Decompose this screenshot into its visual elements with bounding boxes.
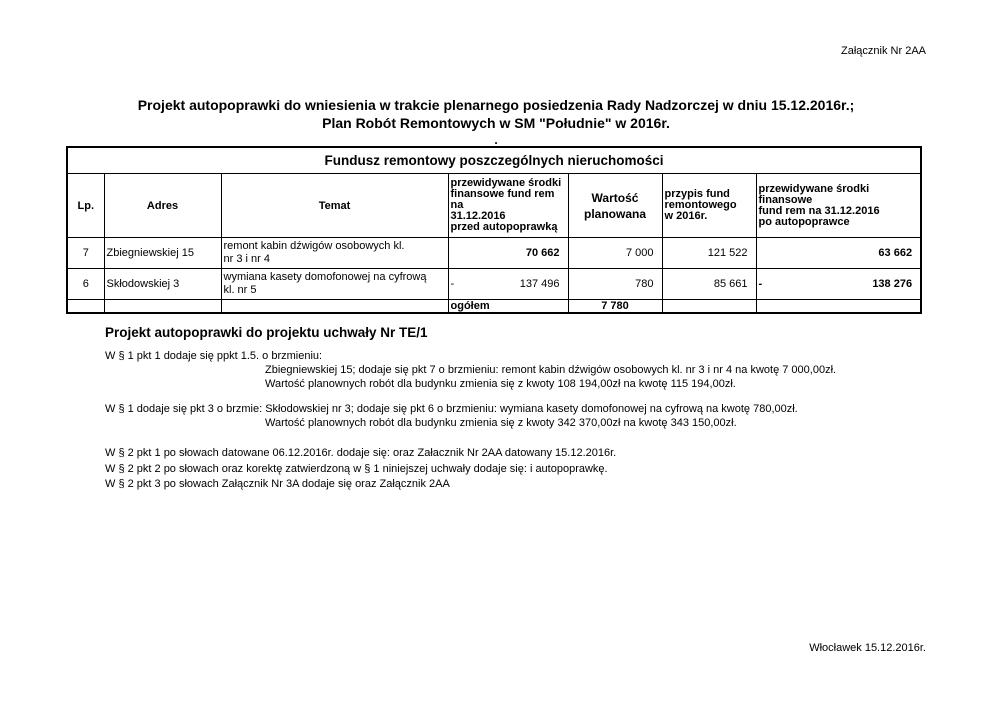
cell-planned: 7 000 (568, 238, 662, 269)
cell-topic (221, 269, 448, 300)
header-allocation-line: przypis fund (664, 188, 730, 200)
cell-address: Skłodowskiej 3 (104, 269, 221, 300)
total-label: ogółem (448, 300, 568, 314)
table-total-row (67, 300, 921, 314)
cell-value: 138 276 (872, 278, 913, 290)
header-funds-after (756, 174, 921, 238)
cell-topic (221, 238, 448, 269)
header-funds-after-line: fund rem na 31.12.2016 (758, 204, 880, 217)
header-allocation-line: w 2016r. (664, 210, 708, 222)
annex-label: Załącznik Nr 2AA (841, 45, 926, 57)
cell-empty (67, 300, 104, 314)
table-header-row (67, 174, 921, 238)
place-date: Włocławek 15.12.2016r. (809, 642, 926, 654)
paragraph-line: Zbiegniewskiej 15; dodaje się pkt 7 o brzmieniu: remont kabin dźwigów osobowych kl. nr 3 i nr 4 na kwotę 7 000,00zł. (265, 364, 837, 376)
cell-funds-after (756, 269, 921, 300)
table-caption: Fundusz remontowy poszczególnych nieruchomości (67, 147, 921, 174)
document-title-dot: . (494, 133, 498, 147)
cell-sign: - (758, 278, 763, 290)
cell-topic-line: wymiana kasety domofonowej na cyfrową (223, 271, 427, 283)
table-caption-row (67, 147, 921, 174)
paragraph-line: Wartość planownych robót dla budynku zmienia się z kwoty 342 370,00zł na kwotę 343 150,00zł. (265, 417, 737, 429)
total-value: 7 780 (568, 300, 662, 314)
header-topic: Temat (221, 174, 448, 238)
cell-lp: 6 (67, 269, 104, 300)
paragraph-line: W § 2 pkt 2 po słowach oraz korektę zatwierdzoną w § 1 niniejszej uchwały dodaje się: i autopoprawkę. (105, 463, 608, 475)
cell-allocation: 85 661 (662, 269, 756, 300)
table-row (67, 269, 921, 300)
cell-planned: 780 (568, 269, 662, 300)
cell-funds-before (448, 269, 568, 300)
header-funds-before-line: przed autopoprawką (450, 221, 558, 233)
header-funds-before-line: przewidywane środki (450, 177, 562, 189)
cell-funds-before (448, 238, 568, 269)
header-allocation (662, 174, 756, 238)
cell-allocation: 121 522 (662, 238, 756, 269)
amendment-subtitle: Projekt autopoprawki do projektu uchwały Nr TE/1 (105, 325, 428, 340)
cell-value: 63 662 (878, 247, 913, 259)
cell-lp: 7 (67, 238, 104, 269)
paragraph-line: W § 1 dodaje się pkt 3 o brzmie: Skłodowskiej nr 3; dodaje się pkt 6 o brzmieniu: wymiana kasety domofonowej na cyfrową na kwotę 780,00zł. (105, 403, 798, 415)
header-funds-after-line: przewidywane środki finansowe (758, 182, 870, 206)
cell-empty (662, 300, 756, 314)
cell-topic-line: kl. nr 5 (223, 284, 257, 296)
cell-empty (221, 300, 448, 314)
header-planned-line: Wartość (591, 190, 639, 205)
paragraph-line: W § 2 pkt 3 po słowach Załącznik Nr 3A dodaje się oraz Załącznik 2AA (105, 478, 450, 490)
header-address: Adres (104, 174, 221, 238)
repair-fund-table (66, 146, 922, 314)
header-planned-line: planowana (583, 206, 646, 221)
header-funds-before (448, 174, 568, 238)
header-funds-before-line: 31.12.2016 (450, 210, 506, 222)
header-planned-value (568, 174, 662, 238)
header-allocation-line: remontowego (664, 199, 737, 211)
header-lp: Lp. (67, 174, 104, 238)
cell-empty (104, 300, 221, 314)
paragraph-line: W § 2 pkt 1 po słowach datowane 06.12.2016r. dodaje się: oraz Załacznik Nr 2AA datowany 15.12.2016r. (105, 447, 617, 459)
header-funds-after-line: po autopoprawce (758, 215, 850, 228)
table-row (67, 238, 921, 269)
document-title-line-1: Projekt autopoprawki do wniesienia w trakcie plenarnego posiedzenia Rady Nadzorczej w dniu 15.12.2016r.; (137, 97, 855, 113)
cell-empty (756, 300, 921, 314)
paragraph-line: W § 1 pkt 1 dodaje się ppkt 1.5. o brzmieniu: (105, 350, 323, 362)
document-title-line-2: Plan Robót Remontowych w SM "Południe" w 2016r. (322, 115, 670, 131)
cell-value: 70 662 (525, 247, 560, 259)
cell-funds-after (756, 238, 921, 269)
cell-value: 137 496 (519, 278, 560, 290)
cell-topic-line: nr 3 i nr 4 (223, 253, 270, 265)
cell-topic-line: remont kabin dźwigów osobowych kl. (223, 240, 405, 252)
paragraph-line: Wartość planownych robót dla budynku zmienia się z kwoty 108 194,00zł na kwotę 115 194,00zł. (265, 378, 736, 390)
header-funds-before-line: finansowe fund rem na (450, 188, 555, 211)
cell-address: Zbiegniewskiej 15 (104, 238, 221, 269)
cell-sign: - (450, 278, 455, 290)
